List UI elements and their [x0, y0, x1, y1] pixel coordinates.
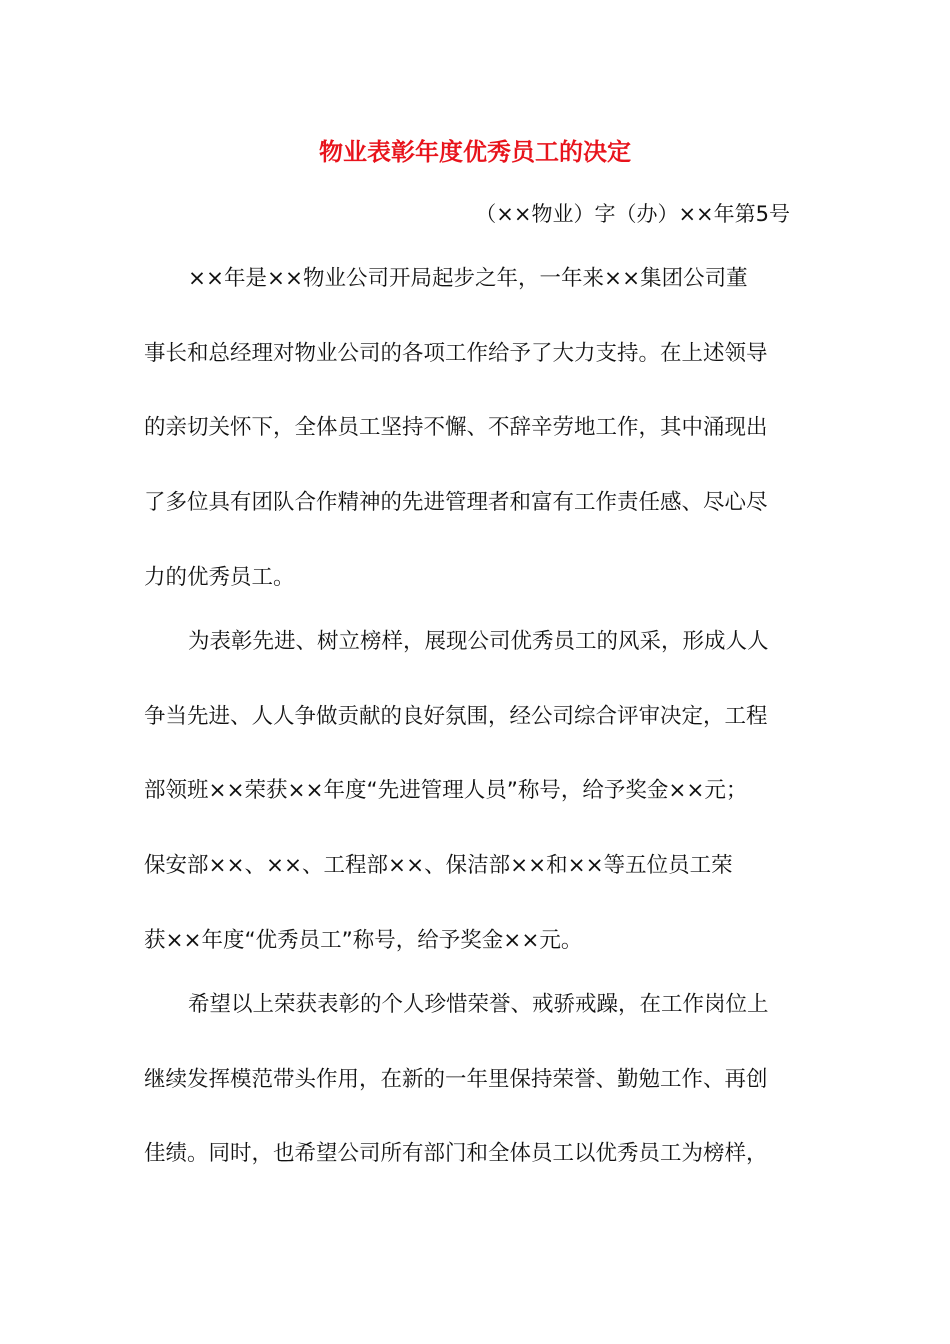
paragraph-2-line-3: 部领班××荣获××年度“先进管理人员”称号，给予奖金××元；	[144, 778, 748, 803]
document-title: 物业表彰年度优秀员工的决定	[319, 138, 631, 166]
document-number: （××物业）字（办）××年第5号	[475, 202, 790, 226]
paragraph-2-line-5: 获××年度“优秀员工”称号，给予奖金××元。	[144, 928, 583, 953]
paragraph-2-line-4: 保安部××、××、工程部××、保洁部××和××等五位员工荣	[144, 853, 733, 878]
paragraph-2-line-1: 为表彰先进、树立榜样，展现公司优秀员工的风采，形成人人	[188, 629, 769, 654]
paragraph-1-line-5: 力的优秀员工。	[144, 565, 295, 590]
paragraph-1-line-3: 的亲切关怀下，全体员工坚持不懈、不辞辛劳地工作，其中涌现出	[144, 415, 768, 440]
paragraph-3-line-3: 佳绩。同时，也希望公司所有部门和全体员工以优秀员工为榜样，	[144, 1141, 768, 1166]
paragraph-3-line-1: 希望以上荣获表彰的个人珍惜荣誉、戒骄戒躁，在工作岗位上	[188, 992, 769, 1017]
paragraph-2-line-2: 争当先进、人人争做贡献的良好氛围，经公司综合评审决定，工程	[144, 704, 768, 729]
paragraph-1-line-1: ××年是××物业公司开局起步之年，一年来××集团公司董	[188, 266, 748, 291]
paragraph-3-line-2: 继续发挥模范带头作用，在新的一年里保持荣誉、勤勉工作、再创	[144, 1067, 768, 1092]
paragraph-1-line-2: 事长和总经理对物业公司的各项工作给予了大力支持。在上述领导	[144, 341, 768, 366]
paragraph-1-line-4: 了多位具有团队合作精神的先进管理者和富有工作责任感、尽心尽	[144, 490, 768, 515]
